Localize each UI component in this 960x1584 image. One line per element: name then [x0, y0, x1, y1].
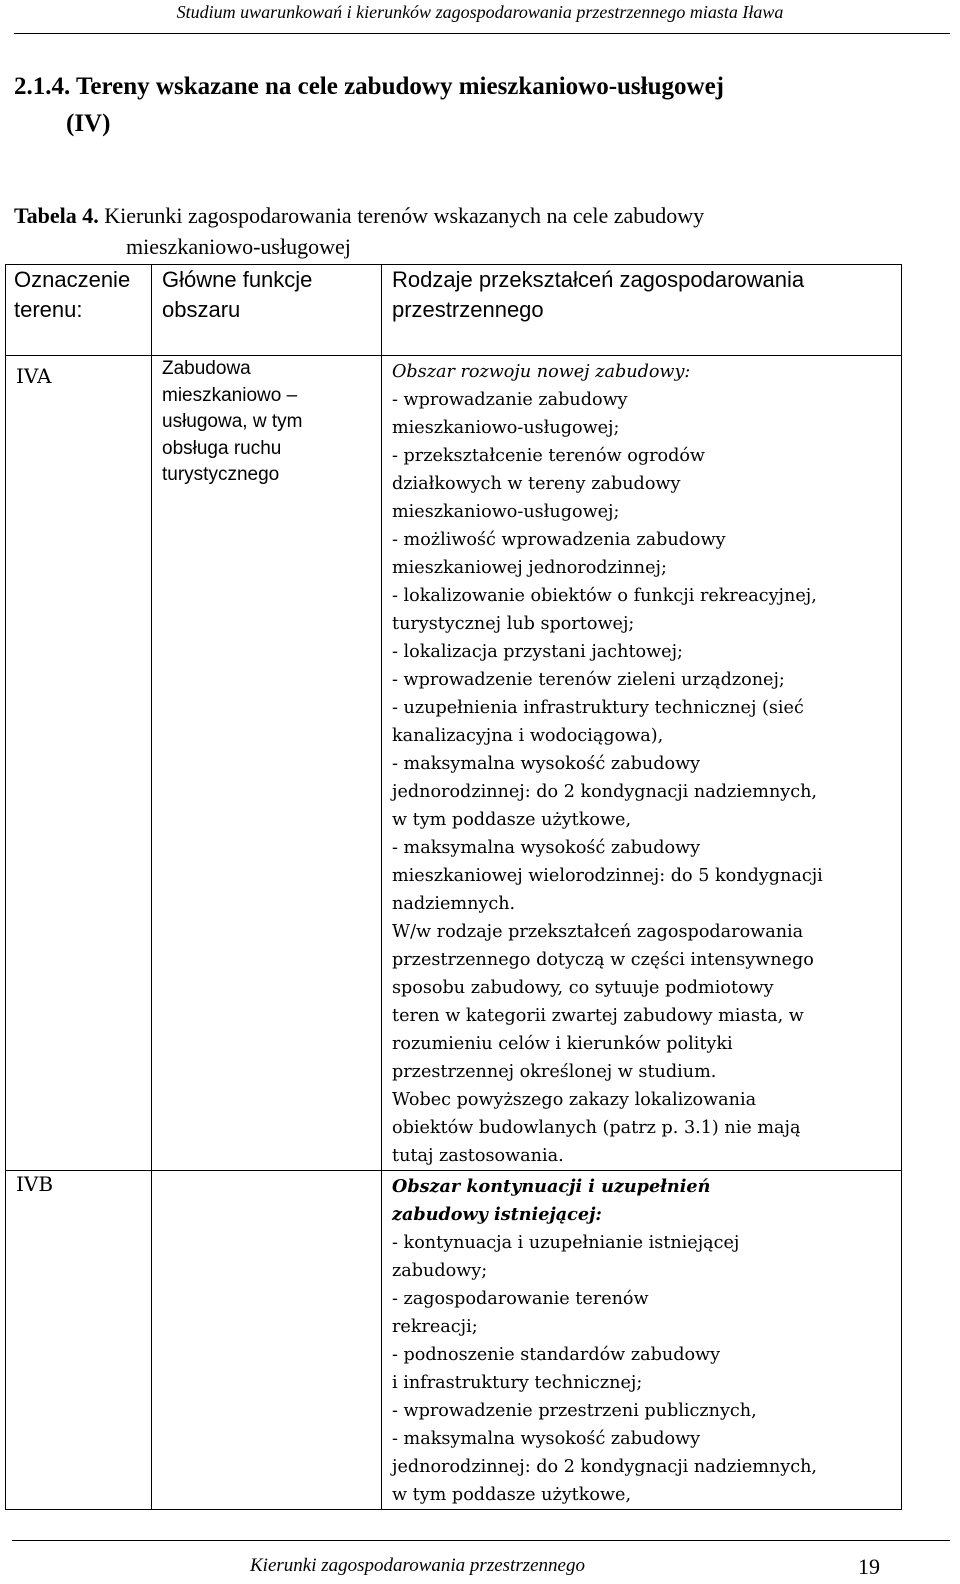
main-functions-cell [152, 1171, 382, 1510]
section-suffix: (IV) [66, 110, 111, 137]
table-row-iva [6, 356, 902, 1171]
transformation-line: - lokalizacja przystani jachtowej; [392, 642, 683, 662]
transformation-line: działkowych w tereny zabudowy [392, 474, 681, 494]
running-header: Studium uwarunkowań i kierunków zagospodarowania przestrzennego miasta Iława [176, 2, 784, 22]
function-line: usługowa, w tym [162, 411, 303, 432]
transformation-line: przestrzennego dotyczą w części intensywnego [392, 950, 814, 970]
footer-divider [12, 1540, 950, 1541]
transformation-line: zabudowy; [392, 1261, 488, 1281]
transformation-line: tutaj zastosowania. [392, 1146, 564, 1166]
table-caption-label: Tabela 4. [14, 203, 99, 228]
transformation-line: obiektów budowlanych (patrz p. 3.1) nie mają [392, 1118, 801, 1138]
function-line: turystycznego [162, 464, 280, 485]
transformation-line: w tym poddasze użytkowe, [392, 1485, 632, 1505]
header-transformation-types [382, 265, 902, 356]
transformation-line: W/w rodzaje przekształceń zagospodarowania [392, 922, 804, 942]
header-line: terenu: [14, 297, 83, 322]
header-line: obszaru [162, 297, 241, 322]
main-functions-cell [152, 356, 382, 1171]
table-header-row [6, 265, 902, 356]
transformation-line: i infrastruktury technicznej; [392, 1373, 643, 1393]
subsection-heading: zabudowy istniejącej: [392, 1204, 602, 1225]
transformation-line: mieszkaniowo-usługowej; [392, 502, 620, 522]
function-line: mieszkaniowo – [162, 384, 298, 406]
subsection-heading: Obszar rozwoju nowej zabudowy: [392, 362, 691, 382]
area-code: IVB [6, 1171, 152, 1510]
footer-title: Kierunki zagospodarowania przestrzennego [250, 1555, 585, 1576]
section-title: 2.1.4. Tereny wskazane na cele zabudowy mieszkaniowo-usługowej [14, 73, 724, 100]
transformation-line: jednorodzinnej: do 2 kondygnacji nadziemnych, [392, 782, 818, 802]
transformation-line: kanalizacyjna i wodociągowa), [392, 726, 664, 746]
transformation-line: w tym poddasze użytkowe, [392, 810, 632, 830]
transformation-line: sposobu zabudowy, co sytuuje podmiotowy [392, 978, 774, 998]
header-line: Rodzaje przekształceń zagospodarowania [392, 267, 805, 292]
transformation-line: - maksymalna wysokość zabudowy [392, 754, 701, 774]
header-divider [14, 33, 950, 34]
transformation-line: - wprowadzenie przestrzeni publicznych, [392, 1401, 757, 1421]
table-caption-line2: mieszkaniowo-usługowej [126, 234, 351, 259]
table-row-ivb [6, 1171, 902, 1510]
header-main-functions [152, 265, 382, 356]
transformation-line: - maksymalna wysokość zabudowy [392, 1429, 701, 1449]
area-code: IVA [6, 356, 152, 1171]
subsection-heading: Obszar kontynuacji i uzupełnień [392, 1176, 711, 1197]
directions-table [5, 264, 902, 1510]
transformation-line: turystycznej lub sportowej; [392, 614, 635, 634]
transformation-line: teren w kategorii zwartej zabudowy miasta, w [392, 1006, 804, 1026]
transformation-line: - maksymalna wysokość zabudowy [392, 838, 701, 858]
function-line: Zabudowa [162, 358, 251, 379]
transformation-line: - wprowadzenie terenów zieleni urządzonej; [392, 670, 785, 690]
transformation-line: - wprowadzanie zabudowy [392, 390, 628, 410]
transformation-line: - podnoszenie standardów zabudowy [392, 1345, 721, 1365]
transformation-line: mieszkaniowej jednorodzinnej; [392, 558, 667, 578]
transformation-line: - kontynuacja i uzupełnianie istniejącej [392, 1233, 740, 1253]
transformation-line: Wobec powyższego zakazy lokalizowania [392, 1090, 757, 1110]
section-heading [14, 68, 914, 142]
transformation-line: - możliwość wprowadzenia zabudowy [392, 530, 726, 550]
transformation-line: - zagospodarowanie terenów [392, 1289, 649, 1309]
header-line: Główne funkcje [162, 267, 313, 292]
transformation-line: rekreacji; [392, 1317, 478, 1337]
transformation-line: rozumieniu celów i kierunków polityki [392, 1034, 733, 1054]
header-line: przestrzennego [392, 297, 544, 322]
transformation-line: przestrzennej określonej w studium. [392, 1062, 717, 1082]
transformation-line: - lokalizowanie obiektów o funkcji rekreacyjnej, [392, 586, 817, 606]
table-caption-line1: Kierunki zagospodarowania terenów wskazanych na cele zabudowy [104, 203, 705, 228]
table-caption [14, 200, 944, 262]
transformations-cell [382, 356, 902, 1171]
transformations-cell [382, 1171, 902, 1510]
header-line: Oznaczenie [14, 267, 131, 292]
transformation-line: - przekształcenie terenów ogrodów [392, 446, 705, 466]
page-number: 19 [858, 1554, 880, 1579]
transformation-line: nadziemnych. [392, 894, 516, 914]
transformation-line: jednorodzinnej: do 2 kondygnacji nadziemnych, [392, 1457, 818, 1477]
function-line: obsługa ruchu [162, 437, 282, 459]
transformation-line: mieszkaniowo-usługowej; [392, 418, 620, 438]
transformation-line: - uzupełnienia infrastruktury technicznej (sieć [392, 698, 804, 718]
header-designation [6, 265, 152, 356]
transformation-line: mieszkaniowej wielorodzinnej: do 5 kondygnacji [392, 866, 823, 886]
